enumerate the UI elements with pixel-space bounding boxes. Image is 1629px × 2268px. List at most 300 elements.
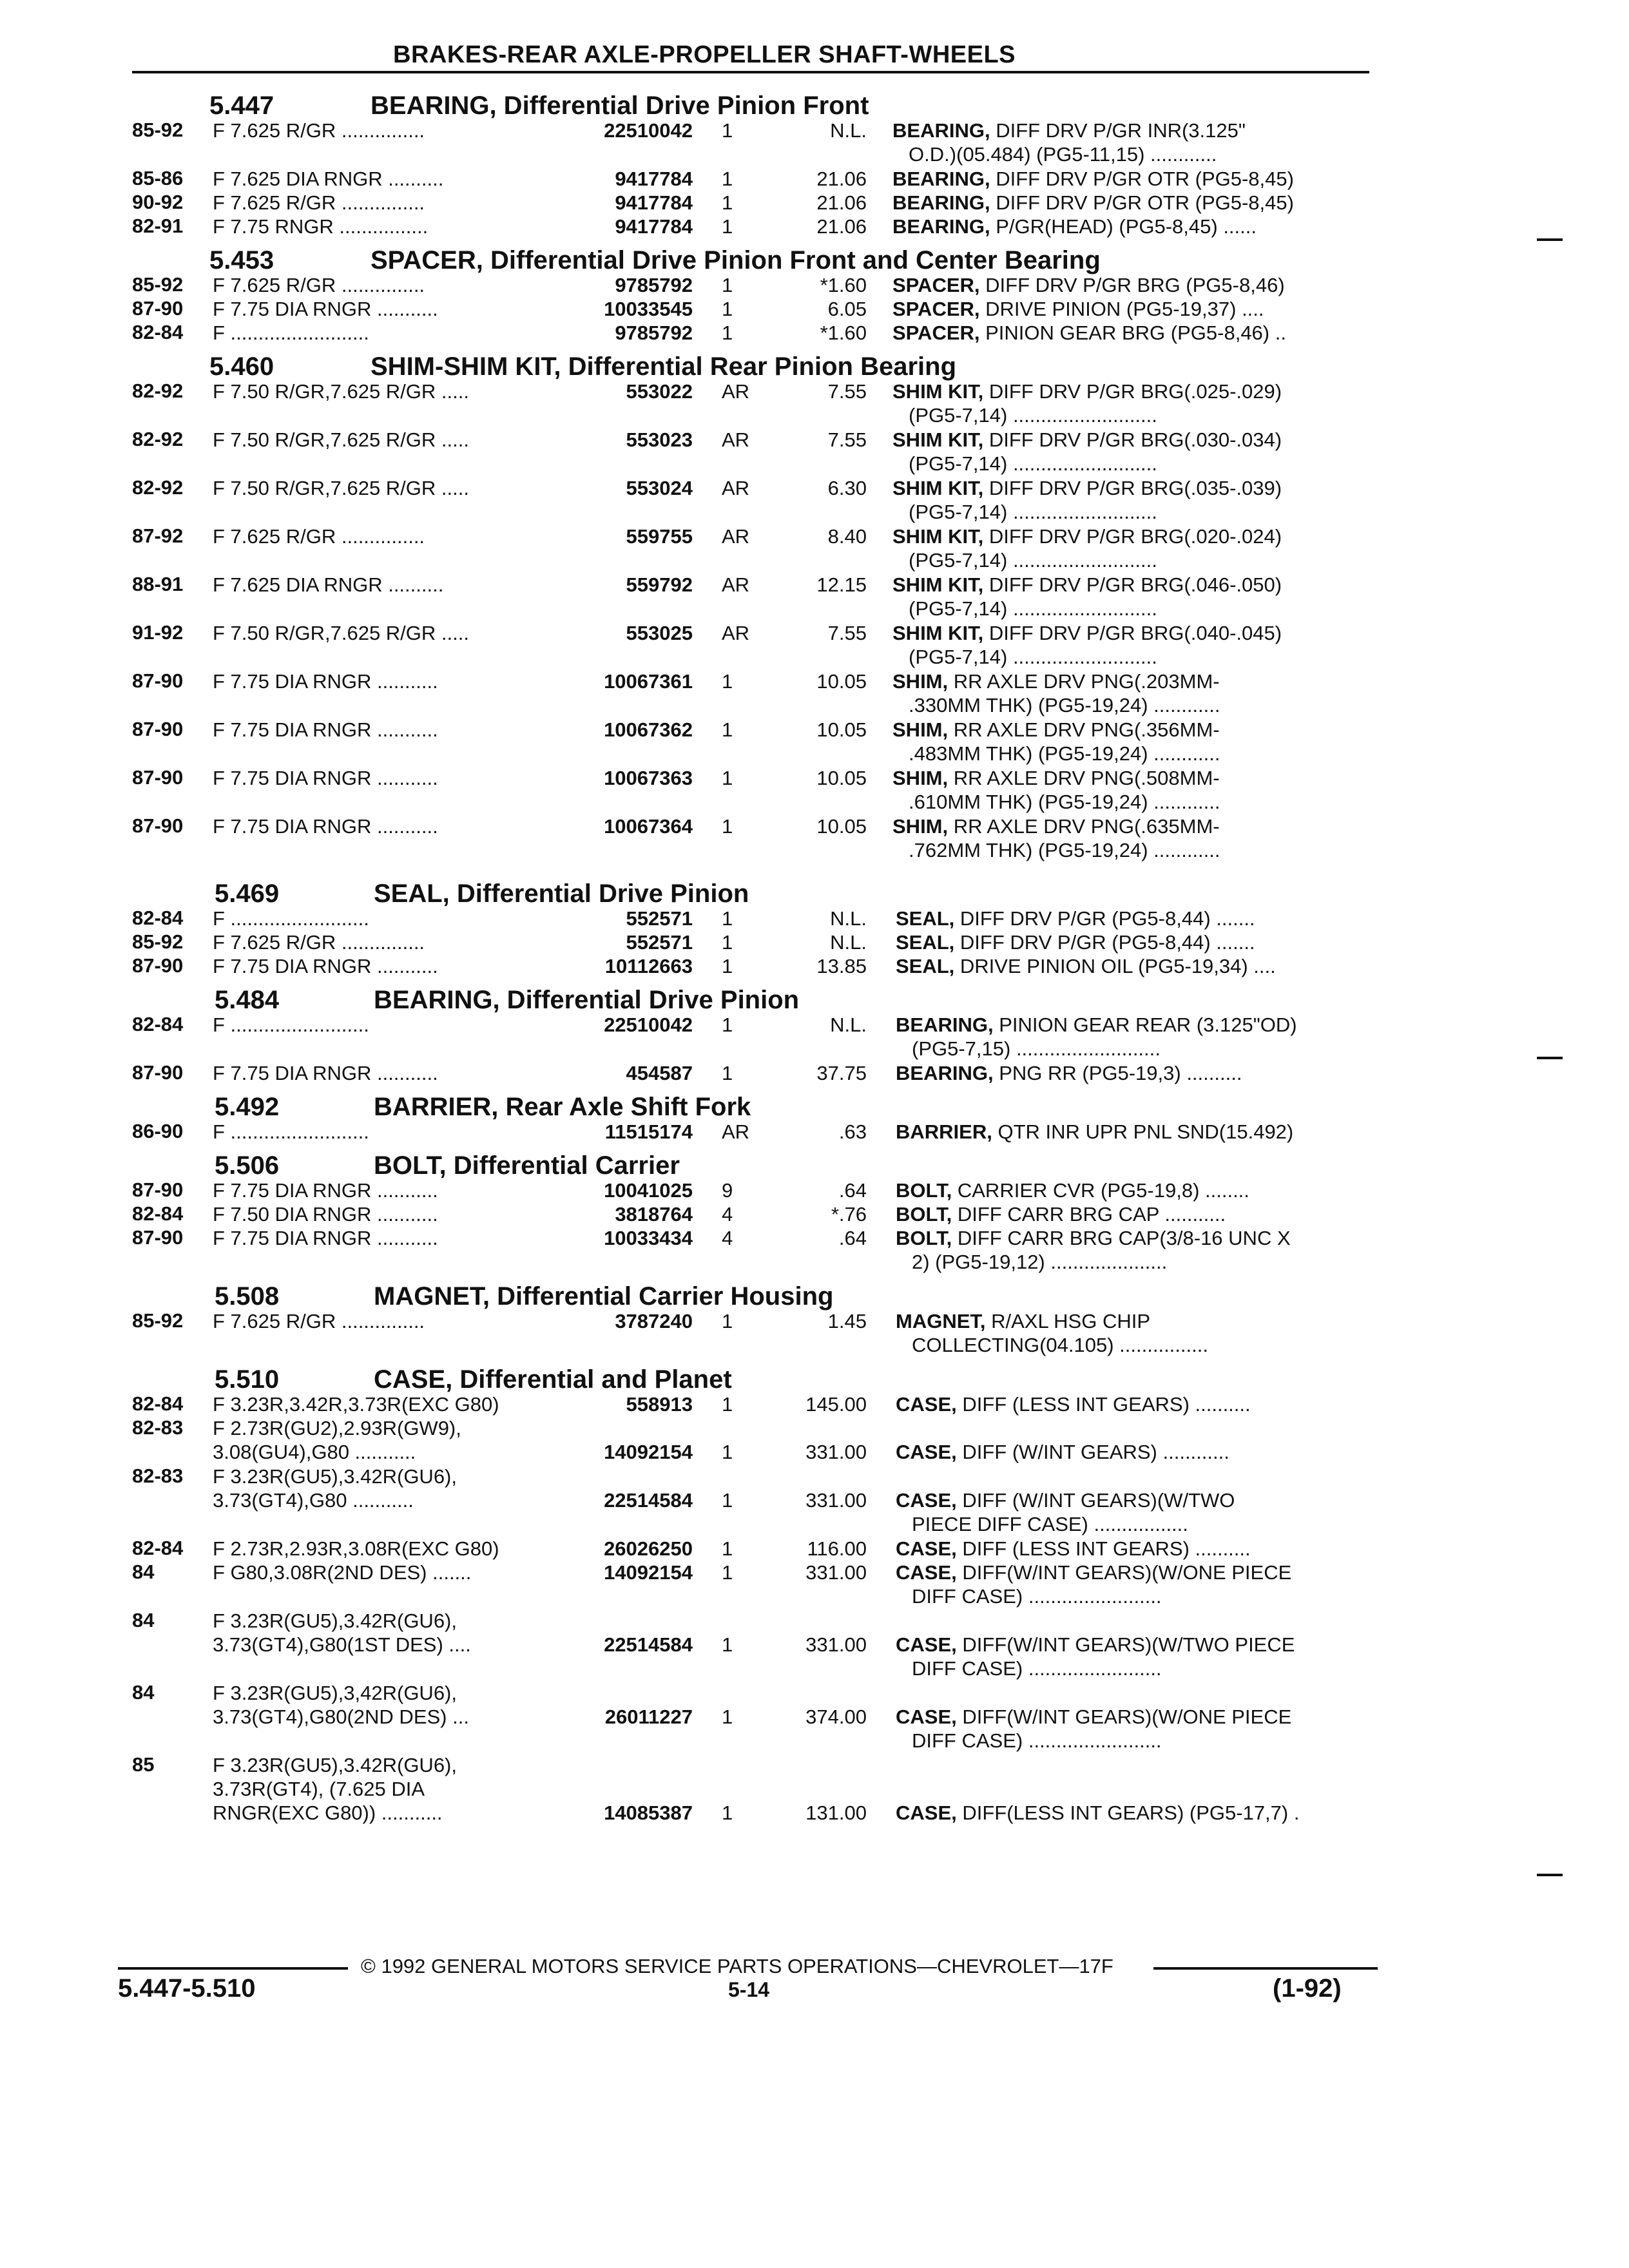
description-noun: CASE,	[896, 1633, 957, 1656]
quantity: AR	[722, 1120, 750, 1143]
application	[213, 814, 438, 838]
model-years: 87-90	[132, 766, 184, 789]
description-text: DIFF DRV P/GR (PG5-8,44) .......	[954, 907, 1255, 930]
quantity: 1	[722, 1062, 733, 1084]
application	[213, 273, 425, 297]
description-line	[892, 167, 1294, 191]
quantity: 1	[722, 767, 733, 789]
application	[213, 621, 469, 645]
quantity: 1	[722, 1706, 733, 1728]
part-row	[0, 954, 1629, 978]
description	[896, 930, 1255, 954]
application-line: F 7.50 R/GR,7.625 R/GR .....	[213, 380, 469, 403]
description-line	[896, 1488, 1235, 1512]
price: 21.06	[816, 168, 867, 190]
part-row	[0, 1226, 1629, 1274]
part-row	[0, 766, 1629, 814]
application	[213, 1416, 461, 1464]
description-line	[892, 524, 1282, 548]
part-row	[0, 1753, 1629, 1825]
description-line: DIFF CASE) ........................	[912, 1657, 1162, 1680]
description-text: P/GR(HEAD) (PG5-8,45) ......	[990, 215, 1257, 238]
description-line	[892, 476, 1282, 500]
model-years: 85-92	[132, 930, 184, 953]
application-line: F 7.625 R/GR ...............	[213, 1310, 425, 1332]
footer-rule-left	[118, 1967, 348, 1970]
application	[213, 907, 369, 930]
description	[892, 621, 1282, 669]
price: 7.55	[827, 622, 867, 644]
description	[896, 1633, 1295, 1680]
quantity: 4	[722, 1227, 733, 1249]
description	[892, 814, 1220, 862]
part-row	[0, 1013, 1629, 1061]
model-years: 87-90	[132, 297, 184, 320]
description-noun: SHIM,	[892, 815, 949, 838]
catalog-section	[0, 238, 1629, 345]
application-line: 3.73R(GT4), (7.625 DIA	[213, 1778, 425, 1800]
part-row	[0, 380, 1629, 428]
part-number: 10067364	[604, 815, 693, 838]
application	[213, 573, 443, 597]
part-number: 10112663	[604, 955, 693, 977]
description	[892, 297, 1264, 321]
application	[213, 1178, 438, 1202]
description-text: R/AXL HSG CHIP	[985, 1310, 1151, 1332]
model-years: 88-91	[132, 573, 184, 595]
description	[896, 1061, 1242, 1085]
price: .64	[838, 1227, 867, 1249]
model-years: 87-90	[132, 814, 184, 837]
model-years: 87-90	[132, 954, 184, 977]
part-number: 454587	[626, 1062, 693, 1084]
application-line: F 7.625 R/GR ...............	[213, 525, 425, 548]
catalog-section	[0, 978, 1629, 1085]
description-text: DIFF (W/INT GEARS)(W/TWO	[956, 1489, 1235, 1512]
description	[892, 273, 1285, 297]
footer-copyright: © 1992 GENERAL MOTORS SERVICE PARTS OPERATIONS—CHEVROLET—17F	[361, 1955, 1113, 1977]
description-noun: BARRIER,	[896, 1120, 992, 1143]
quantity: AR	[722, 428, 750, 451]
section-heading	[0, 1358, 1629, 1392]
part-row	[0, 930, 1629, 954]
description	[896, 907, 1255, 930]
price: N.L.	[830, 1014, 867, 1036]
description-text: PINION GEAR REAR (3.125"OD)	[993, 1014, 1297, 1036]
application-line: F 3.23R(GU5),3.42R(GU6),	[213, 1610, 457, 1632]
description	[896, 1202, 1226, 1226]
price: 7.55	[827, 380, 867, 403]
description-text: DIFF(W/INT GEARS)(W/ONE PIECE	[956, 1561, 1292, 1584]
model-years: 87-90	[132, 669, 184, 692]
price: N.L.	[830, 931, 867, 954]
description	[896, 1309, 1208, 1357]
description-line: .330MM THK) (PG5-19,24) ............	[909, 694, 1220, 716]
part-number: 553025	[626, 622, 693, 644]
application-line: F 2.73R,2.93R,3.08R(EXC G80)	[213, 1537, 499, 1560]
description	[892, 476, 1282, 524]
part-number: 22514584	[604, 1489, 693, 1512]
description	[896, 1561, 1291, 1608]
description-line: (PG5-7,15) ..........................	[912, 1037, 1161, 1060]
description-line	[892, 321, 1286, 345]
application	[213, 297, 438, 321]
application	[213, 1202, 438, 1226]
description-noun: BEARING,	[892, 168, 990, 190]
description-line: .762MM THK) (PG5-19,24) ............	[909, 839, 1220, 861]
description-noun: SHIM,	[892, 767, 949, 789]
description	[892, 191, 1294, 215]
application	[213, 1120, 369, 1144]
description-noun: BEARING,	[896, 1062, 994, 1084]
description-text: CARRIER CVR (PG5-19,8) ........	[952, 1179, 1249, 1202]
description-line: (PG5-7,14) ..........................	[909, 404, 1157, 427]
application-line: F 3.23R(GU5),3,42R(GU6),	[213, 1682, 457, 1704]
quantity: 9	[722, 1179, 733, 1202]
application	[213, 766, 438, 790]
description-line: 2) (PG5-19,12) .....................	[912, 1251, 1168, 1273]
description-noun: SPACER,	[892, 322, 980, 344]
description-noun: CASE,	[896, 1802, 957, 1824]
description-text: DIFF(LESS INT GEARS) (PG5-17,7) .	[956, 1802, 1300, 1824]
model-years: 87-90	[132, 718, 184, 740]
price: 6.05	[827, 298, 867, 320]
part-row	[0, 1609, 1629, 1681]
section-number: 5.469	[215, 879, 280, 908]
description-noun: SHIM KIT,	[892, 477, 984, 499]
description-line	[896, 907, 1255, 930]
part-number: 10033545	[604, 298, 693, 320]
section-name: SHIM-SHIM KIT, Differential Rear Pinion Bearing	[371, 352, 957, 381]
section-name: BARRIER, Rear Axle Shift Fork	[374, 1093, 751, 1121]
margin-mark	[1537, 1874, 1563, 1876]
description-noun: SHIM KIT,	[892, 525, 984, 548]
part-number: 558913	[626, 1393, 693, 1416]
part-number: 9785792	[615, 274, 693, 296]
description-text: RR AXLE DRV PNG(.635MM-	[948, 815, 1220, 838]
description-line: O.D.)(05.484) (PG5-11,15) ............	[909, 143, 1217, 166]
footer-section-range: 5.447-5.510	[118, 1974, 256, 2003]
application-line: F .........................	[213, 907, 369, 930]
price: *.76	[831, 1203, 867, 1225]
description-text: DIFF (W/INT GEARS) ............	[956, 1441, 1229, 1463]
part-row	[0, 428, 1629, 476]
application	[213, 1013, 369, 1037]
description-text: DIFF DRV P/GR BRG(.040-.045)	[983, 622, 1282, 644]
application-line: F 7.75 RNGR ................	[213, 215, 429, 238]
description-text: DIFF (LESS INT GEARS) ..........	[956, 1393, 1251, 1416]
application-line: F 7.50 R/GR,7.625 R/GR .....	[213, 622, 469, 644]
description-noun: SHIM,	[892, 718, 949, 741]
description-text: DIFF CARR BRG CAP(3/8-16 UNC X	[952, 1227, 1291, 1249]
part-row	[0, 814, 1629, 863]
section-heading	[0, 872, 1629, 907]
application	[213, 428, 469, 452]
section-name: SEAL, Differential Drive Pinion	[374, 879, 749, 908]
part-row	[0, 907, 1629, 930]
application-line: F 7.75 DIA RNGR ...........	[213, 1227, 438, 1249]
page-title: BRAKES-REAR AXLE-PROPELLER SHAFT-WHEELS	[393, 41, 1016, 68]
application	[213, 1609, 471, 1657]
description-line	[896, 1309, 1208, 1333]
description-text: DIFF DRV P/GR BRG(.020-.024)	[983, 525, 1282, 548]
description-line	[892, 273, 1285, 297]
part-row	[0, 1537, 1629, 1561]
description-line	[892, 621, 1282, 645]
application	[213, 954, 438, 978]
description-noun: SEAL,	[896, 931, 955, 954]
description-noun: CASE,	[896, 1393, 957, 1416]
price: 21.06	[816, 215, 867, 238]
description-noun: CASE,	[896, 1537, 957, 1560]
application-line: F 7.75 DIA RNGR ...........	[213, 815, 438, 838]
application	[213, 119, 425, 142]
model-years: 82-84	[132, 321, 184, 343]
quantity: 1	[722, 168, 733, 190]
application	[213, 167, 443, 191]
application-line: F 7.50 R/GR,7.625 R/GR .....	[213, 428, 469, 451]
section-number: 5.510	[215, 1365, 280, 1394]
section-heading	[0, 1085, 1629, 1120]
description-noun: CASE,	[896, 1561, 957, 1584]
description-noun: MAGNET,	[896, 1310, 986, 1332]
quantity: 1	[722, 1310, 733, 1332]
application	[213, 1392, 499, 1416]
quantity: 1	[722, 191, 733, 214]
application-line: F 7.75 DIA RNGR ...........	[213, 767, 438, 789]
application-line: F 7.625 R/GR ...............	[213, 191, 425, 214]
part-row	[0, 573, 1629, 621]
part-row	[0, 1202, 1629, 1226]
application-line: F .........................	[213, 1120, 369, 1143]
model-years: 82-84	[132, 1392, 184, 1415]
part-number: 552571	[626, 907, 693, 930]
quantity: 1	[722, 1014, 733, 1036]
quantity: 1	[722, 670, 733, 693]
application-line: 3.73(GT4),G80(2ND DES) ...	[213, 1706, 469, 1728]
description-line: .610MM THK) (PG5-19,24) ............	[909, 791, 1220, 813]
part-number: 3818764	[615, 1203, 693, 1225]
model-years: 85-92	[132, 1309, 184, 1332]
price: 7.55	[827, 428, 867, 451]
section-name: BOLT, Differential Carrier	[374, 1151, 680, 1180]
part-number: 22510042	[604, 119, 693, 142]
description-text: DIFF DRV P/GR BRG(.046-.050)	[983, 573, 1282, 596]
description-text: DIFF DRV P/GR BRG(.025-.029)	[983, 380, 1282, 403]
description-text: DIFF DRV P/GR BRG (PG5-8,46)	[979, 274, 1285, 296]
model-years: 90-92	[132, 191, 184, 213]
model-years: 84	[132, 1561, 155, 1583]
description-line	[892, 718, 1220, 742]
model-years: 82-92	[132, 476, 184, 499]
model-years: 85-92	[132, 119, 184, 141]
part-number: 14092154	[604, 1441, 693, 1463]
description-noun: SPACER,	[892, 298, 980, 320]
description-text: DIFF (LESS INT GEARS) ..........	[956, 1537, 1251, 1560]
catalog-section	[0, 1144, 1629, 1274]
quantity: 1	[722, 298, 733, 320]
section-number: 5.506	[215, 1151, 280, 1180]
description	[896, 1537, 1251, 1561]
description-line: .483MM THK) (PG5-19,24) ............	[909, 742, 1220, 765]
application-line: F 7.50 DIA RNGR ...........	[213, 1203, 438, 1225]
description-line: (PG5-7,14) ..........................	[909, 646, 1157, 668]
description-line	[892, 573, 1282, 597]
description-text: DIFF(W/INT GEARS)(W/TWO PIECE	[956, 1633, 1295, 1656]
application	[213, 718, 438, 742]
application	[213, 476, 469, 500]
part-number: 9785792	[615, 322, 693, 344]
description-noun: BEARING,	[892, 191, 990, 214]
section-number: 5.492	[215, 1093, 280, 1121]
price: 10.05	[816, 718, 867, 741]
application	[213, 669, 438, 693]
description-line: (PG5-7,14) ..........................	[909, 501, 1157, 523]
description-line	[892, 428, 1282, 452]
application-line: F 7.75 DIA RNGR ...........	[213, 718, 438, 741]
part-number: 553023	[626, 428, 693, 451]
application-line: F 3.23R,3.42R,3.73R(EXC G80)	[213, 1393, 499, 1416]
description-noun: BOLT,	[896, 1179, 952, 1202]
application-line: F G80,3.08R(2ND DES) .......	[213, 1561, 472, 1584]
model-years: 82-84	[132, 907, 184, 929]
part-number: 9417784	[615, 215, 693, 238]
part-row	[0, 273, 1629, 297]
description-line: DIFF CASE) ........................	[912, 1585, 1162, 1608]
application	[213, 524, 425, 548]
model-years: 82-92	[132, 380, 184, 402]
description-line	[896, 1561, 1291, 1584]
quantity: 4	[722, 1203, 733, 1225]
price: N.L.	[830, 907, 867, 930]
description-line	[896, 930, 1255, 954]
quantity: AR	[722, 622, 750, 644]
description-text: RR AXLE DRV PNG(.356MM-	[948, 718, 1220, 741]
section-number: 5.508	[215, 1282, 280, 1311]
application	[213, 1753, 457, 1825]
description	[896, 1226, 1291, 1274]
price: 131.00	[805, 1802, 867, 1824]
part-row	[0, 297, 1629, 321]
description	[892, 524, 1282, 572]
application	[213, 380, 469, 403]
section-number: 5.453	[209, 246, 275, 274]
part-number: 22510042	[604, 1014, 693, 1036]
part-row	[0, 1120, 1629, 1144]
part-row	[0, 1178, 1629, 1202]
model-years: 82-84	[132, 1537, 184, 1559]
description-line	[896, 1633, 1295, 1657]
quantity: 1	[722, 1561, 733, 1584]
application-line: F 3.23R(GU5),3.42R(GU6),	[213, 1465, 457, 1488]
description-line	[896, 1392, 1251, 1416]
price: 8.40	[827, 525, 867, 548]
model-years: 85-86	[132, 167, 184, 189]
quantity: 1	[722, 907, 733, 930]
price: 21.06	[816, 191, 867, 214]
parts-listing	[0, 84, 1629, 1825]
model-years: 82-84	[132, 1013, 184, 1035]
part-row	[0, 119, 1629, 167]
description	[892, 766, 1220, 814]
description-text: DRIVE PINION (PG5-19,37) ....	[979, 298, 1264, 320]
application	[213, 1537, 499, 1561]
description-line: PIECE DIFF CASE) .................	[912, 1513, 1188, 1535]
model-years: 84	[132, 1681, 155, 1704]
section-name: SPACER, Differential Drive Pinion Front and Center Bearing	[371, 246, 1101, 274]
model-years: 84	[132, 1609, 155, 1631]
description	[896, 1178, 1249, 1202]
price: 145.00	[805, 1393, 867, 1416]
application	[213, 191, 425, 215]
price: 37.75	[816, 1062, 867, 1084]
description	[892, 573, 1282, 620]
quantity: 1	[722, 1489, 733, 1512]
description	[896, 1801, 1299, 1825]
quantity: AR	[722, 573, 750, 596]
application-line: F 7.625 R/GR ...............	[213, 931, 425, 954]
application-line: F 7.50 R/GR,7.625 R/GR .....	[213, 477, 469, 499]
application-line: 3.73(GT4),G80 ...........	[213, 1489, 414, 1512]
description-text: DIFF DRV P/GR OTR (PG5-8,45)	[990, 191, 1294, 214]
application-line: F .........................	[213, 1014, 369, 1036]
part-number: 553024	[626, 477, 693, 499]
description-line	[892, 191, 1294, 215]
quantity: 1	[722, 1393, 733, 1416]
quantity: 1	[722, 815, 733, 838]
description	[892, 380, 1282, 427]
part-number: 9417784	[615, 168, 693, 190]
part-row	[0, 621, 1629, 669]
part-row	[0, 1061, 1629, 1085]
part-row	[0, 1392, 1629, 1416]
description-text: DIFF DRV P/GR OTR (PG5-8,45)	[990, 168, 1294, 190]
quantity: 1	[722, 1633, 733, 1656]
model-years: 87-90	[132, 1061, 184, 1084]
description	[892, 167, 1294, 191]
part-number: 552571	[626, 931, 693, 954]
catalog-section	[0, 345, 1629, 872]
section-heading	[0, 238, 1629, 273]
section-number: 5.460	[209, 352, 275, 381]
model-years: 85-92	[132, 273, 184, 296]
part-row	[0, 1309, 1629, 1358]
price: .63	[838, 1120, 867, 1143]
quantity: 1	[722, 1441, 733, 1463]
description-noun: SEAL,	[896, 907, 955, 930]
model-years: 82-84	[132, 1202, 184, 1225]
application-line: F 2.73R(GU2),2.93R(GW9),	[213, 1417, 461, 1439]
part-number: 22514584	[604, 1633, 693, 1656]
part-number: 26011227	[604, 1706, 693, 1728]
description-line	[892, 669, 1220, 693]
description-line: (PG5-7,14) ..........................	[909, 452, 1157, 475]
application-line: 3.08(GU4),G80 ...........	[213, 1441, 416, 1463]
description-line	[892, 814, 1220, 838]
description-noun: BEARING,	[892, 215, 990, 238]
part-row	[0, 321, 1629, 345]
description-line: COLLECTING(04.105) ................	[912, 1334, 1208, 1356]
description-noun: CASE,	[896, 1441, 957, 1463]
model-years: 86-90	[132, 1120, 184, 1142]
catalog-section	[0, 1085, 1629, 1144]
section-name: BEARING, Differential Drive Pinion Front	[371, 91, 869, 120]
description-noun: BOLT,	[896, 1227, 952, 1249]
application	[213, 1309, 425, 1333]
description-line	[892, 380, 1282, 403]
model-years: 82-91	[132, 215, 184, 237]
quantity: AR	[722, 477, 750, 499]
